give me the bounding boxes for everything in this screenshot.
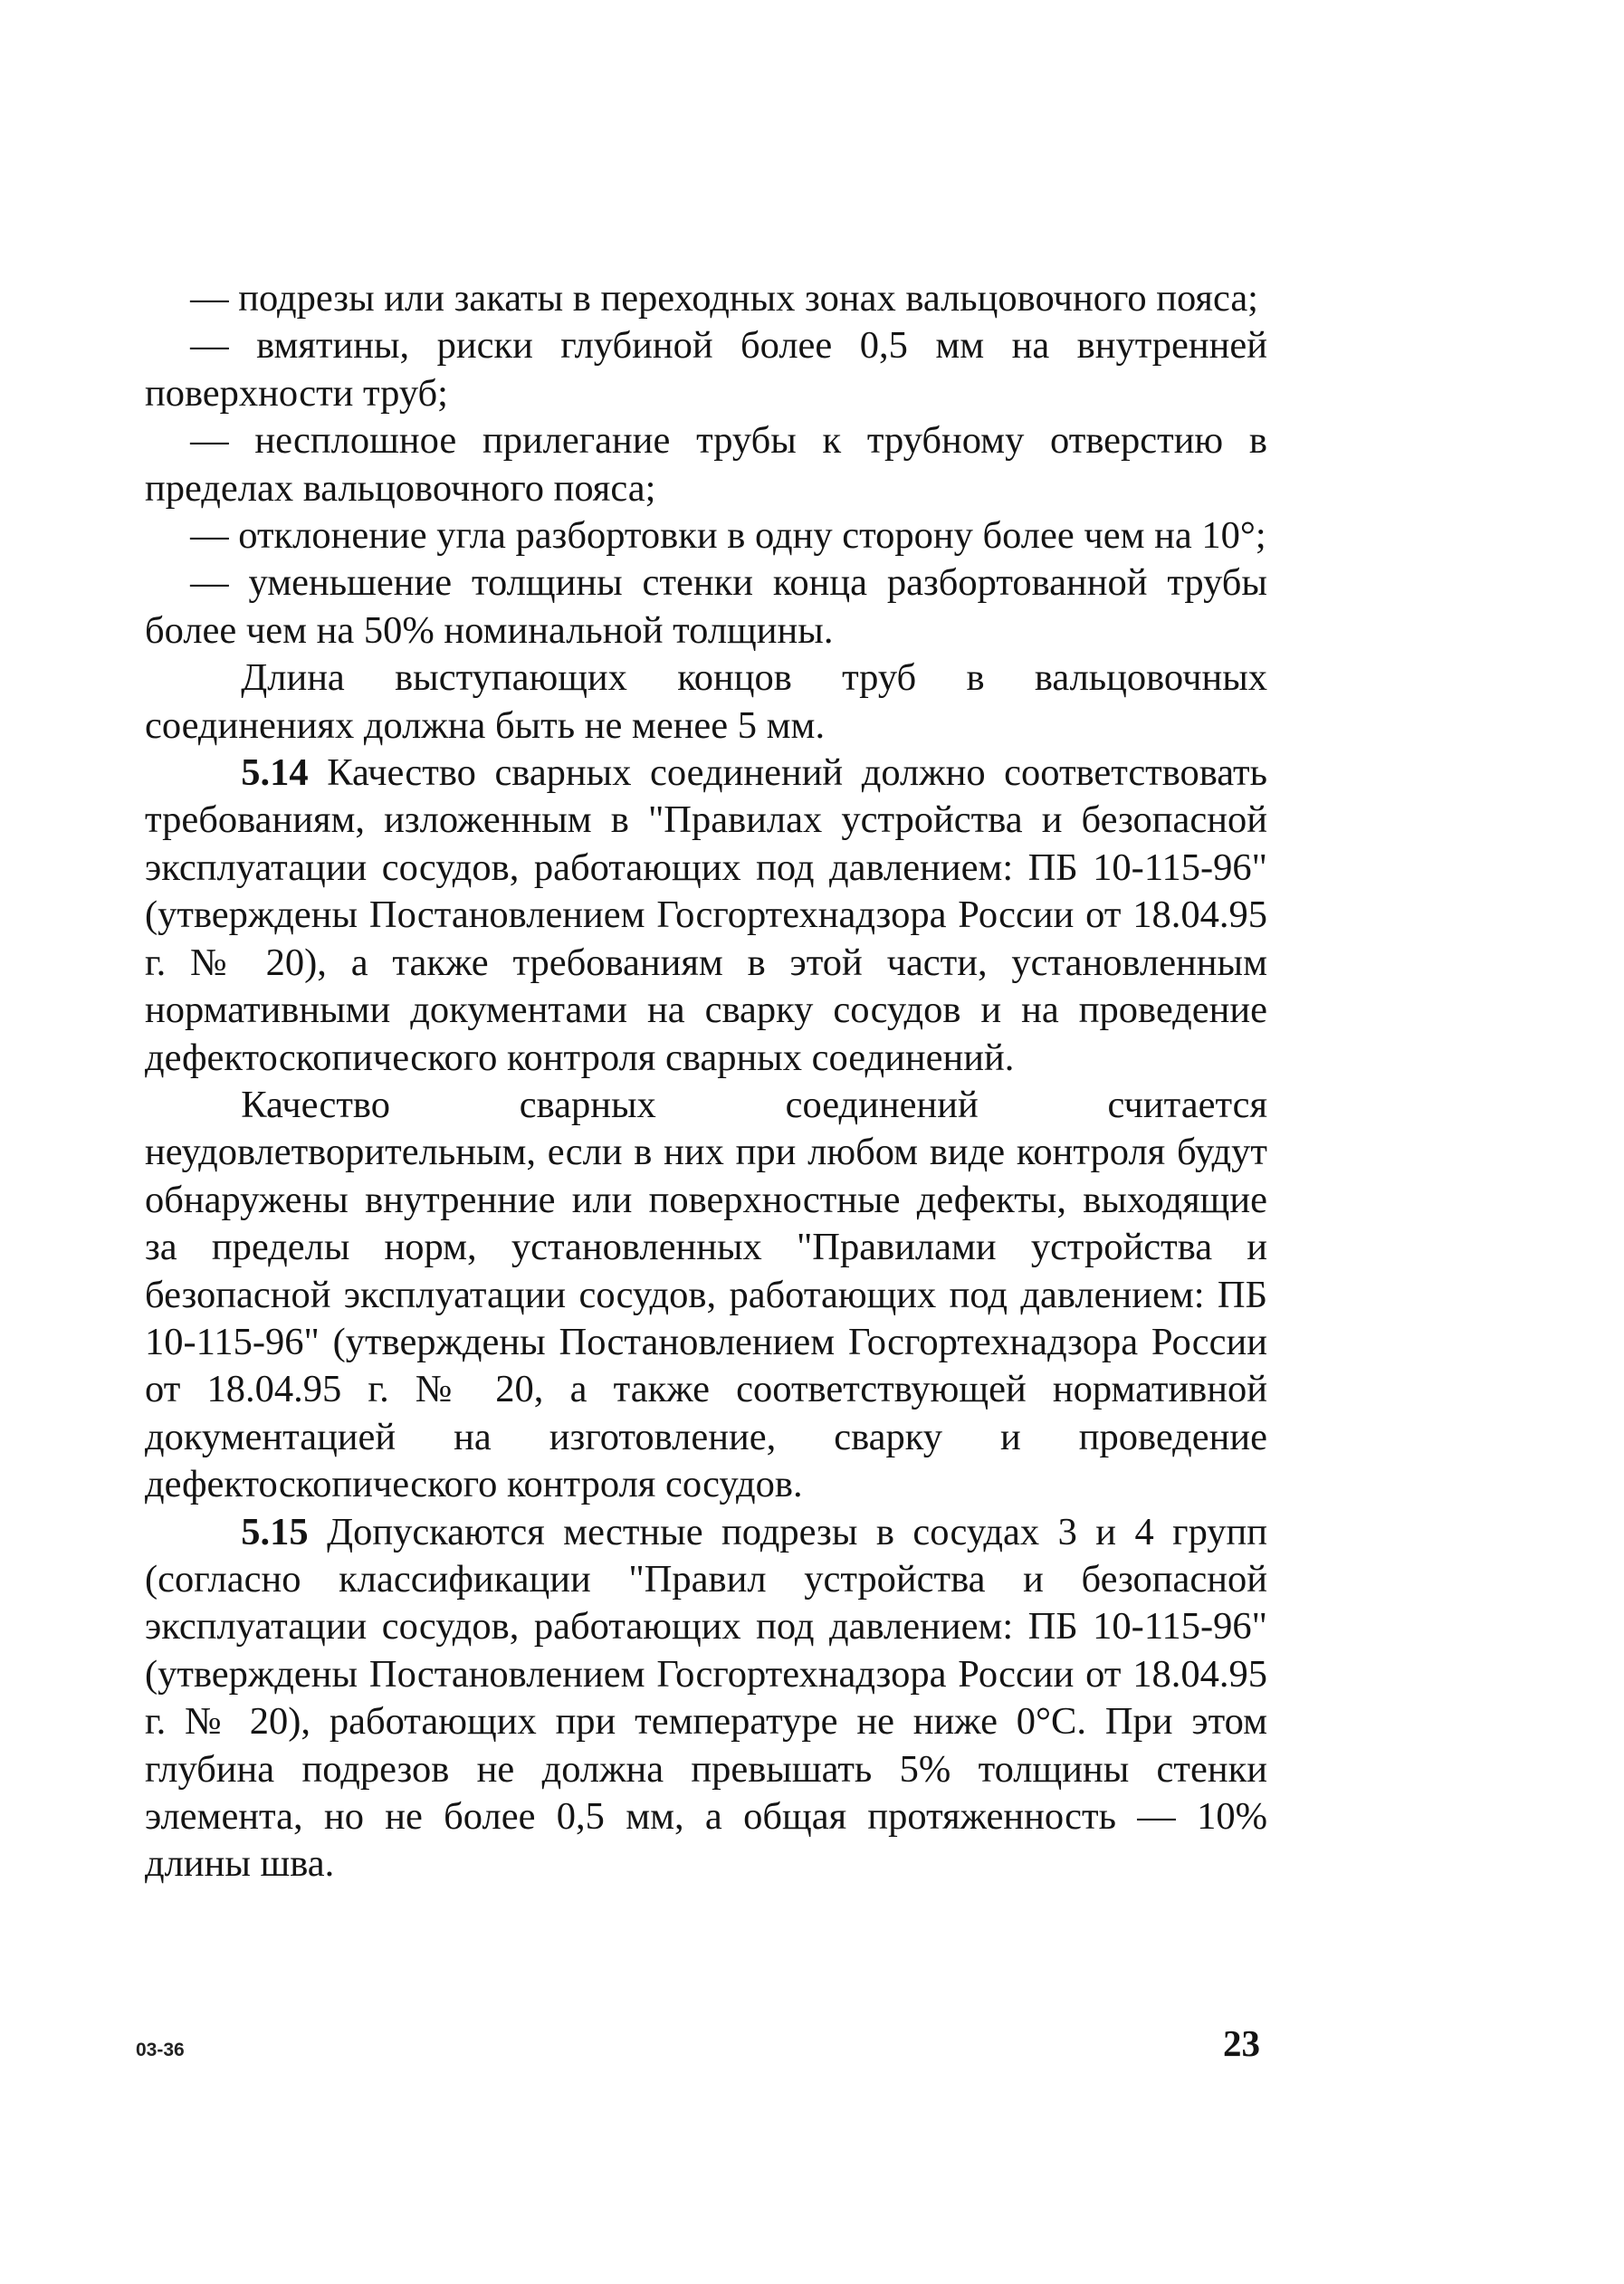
list-item: — подрезы или закаты в переходных зонах вальцовочного пояса; bbox=[190, 277, 1258, 320]
section-5-14 bbox=[145, 750, 1267, 1082]
list-item: — несплошное прилегание трубы к трубному отверстию в пределах вальцовочного пояса; bbox=[145, 419, 1267, 510]
paragraph-weld-quality: Качество сварных соединений считается неудовлетворительным, если в них при любом виде контроля будут обнаружены внутренние или поверхностные дефекты, выходящие за пределы норм, установленных "Правилами устройства и безопасной эксплуатации сосудов, работающих под давлением: ПБ 10-115-96" (утверждены Постановлением Госгортехнадзора России от 18.04.95 г. № 20, а также соответствующей нормативной документацией на изготовление, сварку и проведение дефектоскопического контроля сосудов. bbox=[145, 1083, 1267, 1506]
list-item: — уменьшение толщины стенки конца разбортованной трубы более чем на 50% номинальной толщины. bbox=[145, 561, 1267, 652]
section-number: 5.15 bbox=[241, 1510, 309, 1553]
body-text bbox=[145, 275, 1267, 1888]
section-text: Допускаются местные подрезы в сосудах 3 и 4 групп (согласно классификации "Правил устройства и безопасной эксплуатации сосудов, работающих под давлением: ПБ 10-115-96" (утверждены Постановлением Госгортехнадзора России от 18.04.95 г. № 20), работающих при температуре не ниже 0°С. При этом глубина подрезов не должна превышать 5% толщины стенки элемента, но не более 0,5 мм, а общая протяженность — 10% длины шва. bbox=[145, 1510, 1268, 1886]
list-item: — вмятины, риски глубиной более 0,5 мм на внутренней поверхности труб; bbox=[145, 324, 1267, 415]
list-item: — отклонение угла разбортовки в одну сторону более чем на 10°; bbox=[190, 514, 1266, 558]
paragraph-tube-length: Длина выступающих концов труб в вальцовочных соединениях должна быть не менее 5 мм. bbox=[145, 656, 1267, 747]
section-5-15 bbox=[145, 1509, 1267, 1888]
footer-code: 03-36 bbox=[136, 2040, 185, 2060]
page-number: 23 bbox=[1223, 2022, 1260, 2064]
section-text: Качество сварных соединений должно соответствовать требованиям, изложенным в "Правилах устройства и безопасной эксплуатации сосудов, работающих под давлением: ПБ 10-115-96" (утверждены Постановлением Госгортехнадзора России от 18.04.95 г. № 20), а также требованиям в этой части, установленным нормативными документами на сварку сосудов и на проведение дефектоскопического контроля сварных соединений. bbox=[145, 751, 1268, 1079]
section-number: 5.14 bbox=[241, 751, 309, 795]
